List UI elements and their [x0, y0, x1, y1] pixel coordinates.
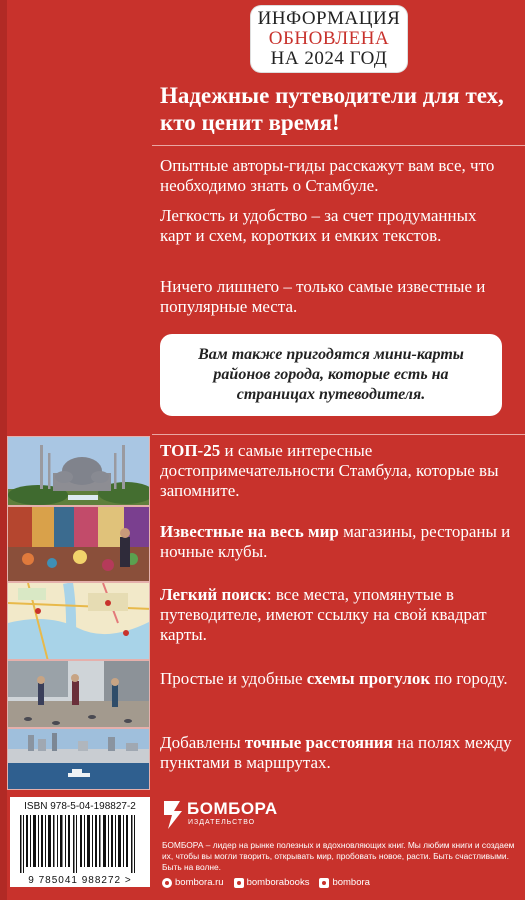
feature-5-text: на полях между пунктами в маршрутах. [160, 733, 512, 772]
publisher-tagline: БОМБОРА – лидер на рынке полезных и вдохновляющих книг. Мы любим книги и создаем их, чтобы вы могли творить, открывать мир, пробовать новое, расти. Быть счастливыми. Быть на волне. [162, 840, 515, 872]
feature-1-text: и самые интересные достопримечательности Стамбула, которые вы запомните. [160, 441, 499, 500]
left-edge-strip [0, 0, 7, 900]
feature-4-pre: Простые и удобные [160, 669, 307, 688]
feature-1 [160, 441, 515, 501]
feature-2 [160, 522, 515, 562]
badge-line-1: ИНФОРМАЦИЯ [257, 8, 401, 29]
divider [152, 145, 525, 146]
divider [152, 434, 525, 435]
feature-2-text: магазины, рестораны и ночные клубы. [160, 522, 511, 561]
badge-line-2: ОБНОВЛЕНА [268, 28, 390, 49]
vk-icon [234, 878, 244, 888]
feature-4-bold: схемы прогулок [306, 669, 431, 688]
photo-bazaar [7, 506, 150, 582]
social-vk[interactable] [234, 877, 310, 888]
social-telegram-label: bombora [332, 877, 370, 888]
isbn-number: ISBN 978-5-04-198827-2 [24, 801, 136, 812]
feature-1-bold: ТОП-25 [160, 441, 221, 460]
photo-skyline [7, 728, 150, 790]
barcode [10, 797, 150, 887]
publisher-name: БОМБОРА [187, 799, 278, 818]
feature-3-bold: Легкий поиск [160, 585, 267, 604]
social-vk-label: bomborabooks [246, 877, 310, 888]
badge-line-3: НА 2024 ГОД [270, 48, 388, 69]
photo-map [7, 582, 150, 660]
update-badge [251, 6, 407, 72]
telegram-icon [319, 878, 329, 888]
social-telegram[interactable] [319, 877, 370, 888]
social-website[interactable] [162, 877, 224, 888]
barcode-bars [20, 815, 140, 873]
feature-3 [160, 585, 515, 645]
social-website-label: bombora.ru [175, 877, 224, 888]
feature-3-text: : все места, упомянутые в путеводителе, имеют ссылку на свой квадрат карты. [160, 585, 487, 644]
photo-square [7, 660, 150, 728]
feature-5-pre: Добавлены [160, 733, 245, 752]
paragraph-3: Ничего лишнего – только самые известные и популярные места. [160, 277, 486, 316]
feature-4-text: по городу. [430, 669, 508, 688]
feature-5 [160, 733, 515, 773]
feature-5-bold: точные расстояния [244, 733, 393, 752]
paragraph-1: Опытные авторы-гиды расскажут вам все, что необходимо знать о Стамбуле. [160, 156, 495, 195]
callout-text: Вам также пригодятся мини-карты районов города, которые есть на страницах путеводителя. [198, 346, 464, 403]
feature-4 [160, 669, 515, 689]
globe-icon [162, 878, 172, 888]
headline: Надежные путеводители для тех, кто ценит время! [160, 83, 504, 135]
publisher-socials [162, 877, 517, 888]
feature-2-bold: Известные на весь мир [160, 522, 339, 541]
callout-box [160, 334, 502, 416]
barcode-digits: 9 785041 988272 > [28, 875, 132, 886]
photo-blue-mosque [7, 436, 150, 506]
publisher-sub: ИЗДАТЕЛЬСТВО [188, 819, 256, 826]
paragraph-2: Легкость и удобство – за счет продуманных карт и схем, коротких и емких текстов. [160, 206, 477, 245]
